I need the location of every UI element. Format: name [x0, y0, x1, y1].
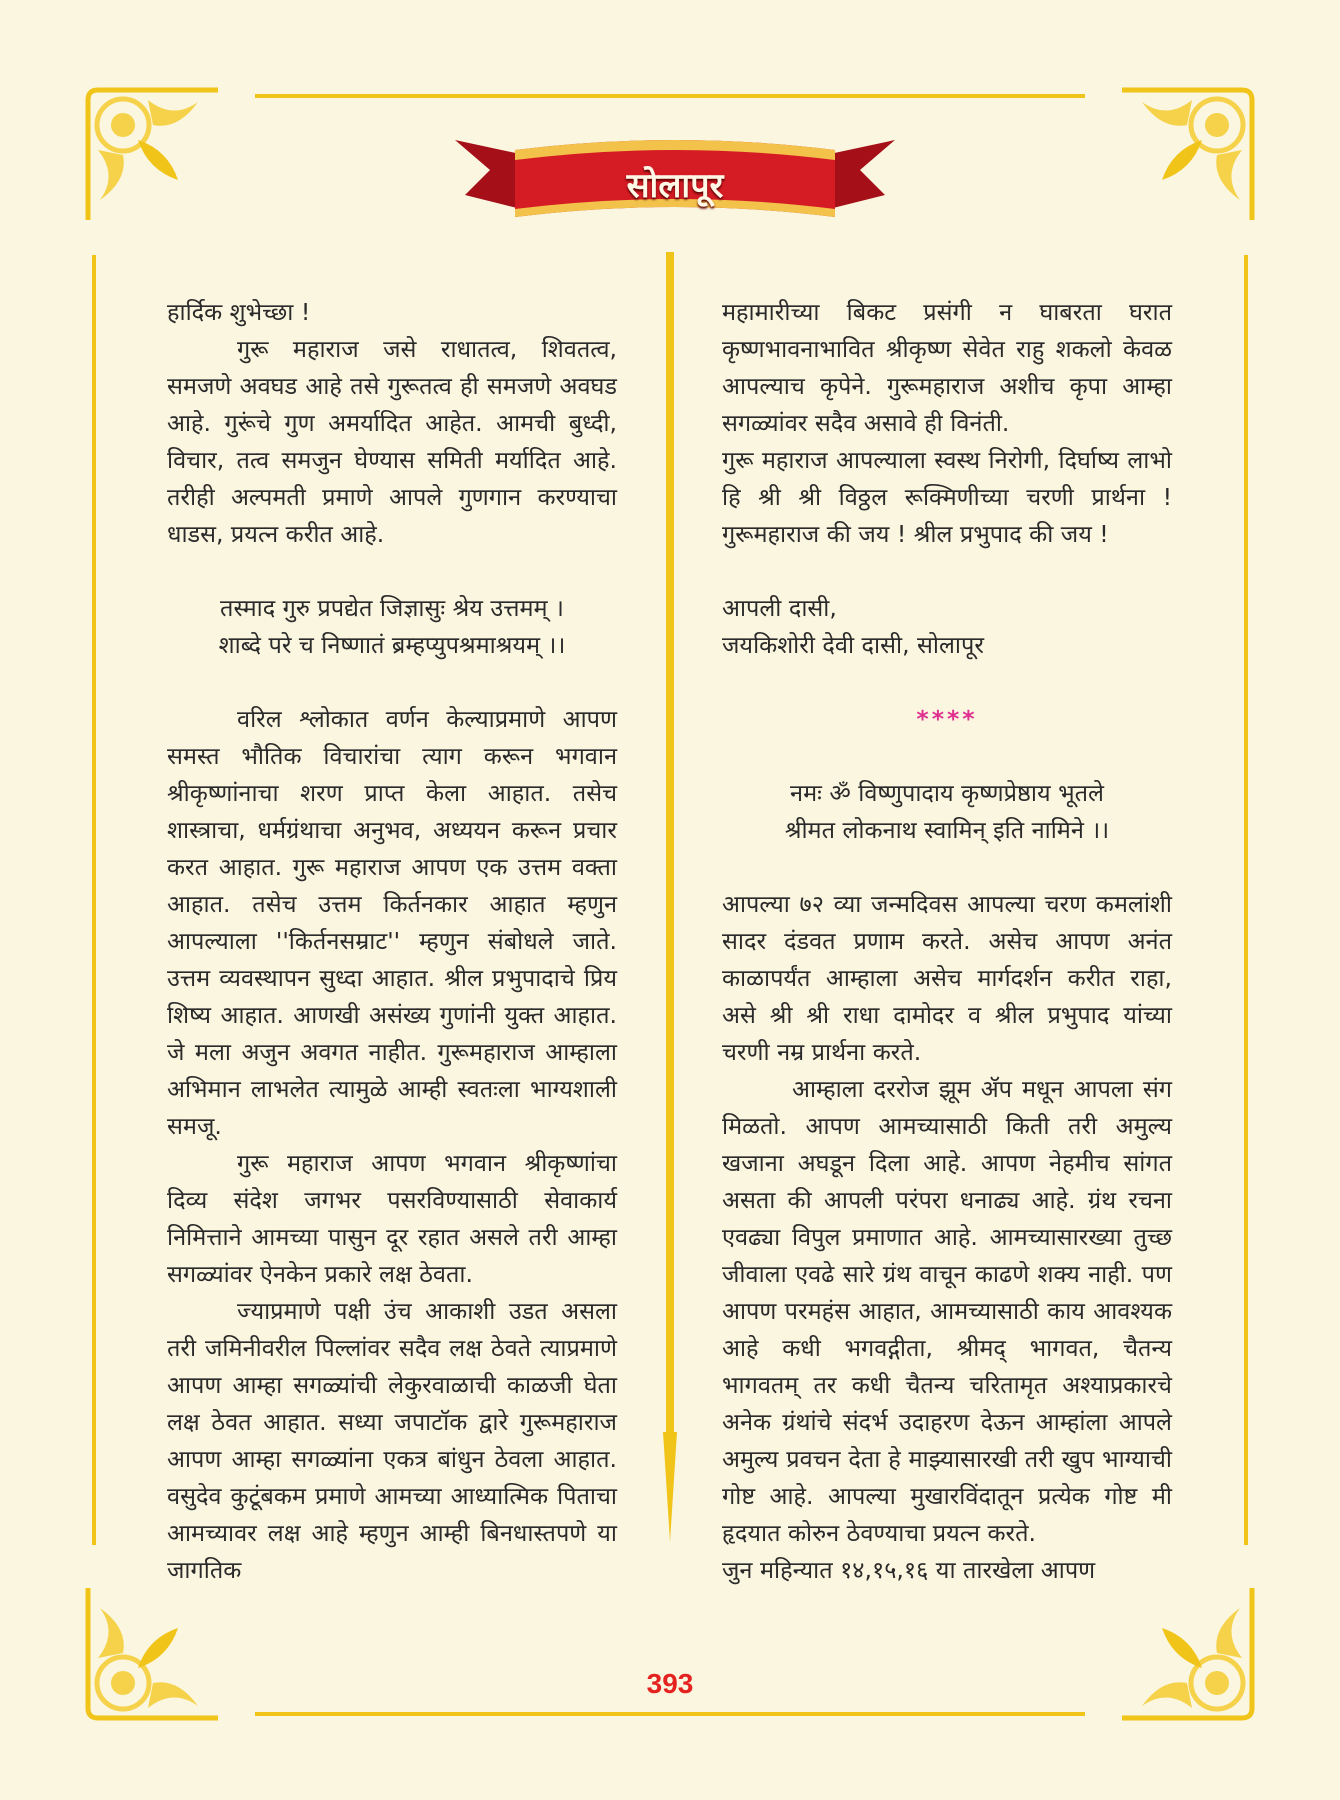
paragraph: महामारीच्या बिकट प्रसंगी न घाबरता घरात कृष्णभावनाभावित श्रीकृष्ण सेवेत राहु शकलो केवळ आपल्याच कृपेने. गुरूमहाराज अशीच कृपा आम्हा सगळ्यांवर सदैव असावे ही विनंती.	[722, 298, 1172, 437]
mantra-line: श्रीमत लोकनाथ स्वामिन् इति नामिने ।।	[784, 816, 1110, 844]
corner-ornament-top-left	[78, 80, 228, 230]
paragraph: वरिल श्लोकात वर्णन केल्याप्रमाणे आपण समस्त भौतिक विचारांचा त्याग करून भगवान श्रीकृष्णांनाचा शरण प्राप्त केला आहात. तसेच शास्त्राचा, धर्मग्रंथाचा अनुभव, अध्ययन करून प्रचार करत आहात. गुरू महाराज आपण एक उत्तम वक्ता आहात. तसेच उत्तम किर्तनकार आहात म्हणुन आपल्याला ''किर्तनसम्राट'' म्हणुन संबोधले जाते. उत्तम व्यवस्थापन सुध्दा आहात. श्रील प्रभुपादाचे प्रिय शिष्य आहात. आणखी असंख्य गुणांनी युक्त आहात. जे मला अजुन अवगत नाहीत. गुरूमहाराज आम्हाला अभिमान लाभलेत त्यामुळे आम्ही स्वतःला भाग्यशाली समजू.	[167, 705, 617, 1140]
paragraph: गुरू महाराज जसे राधातत्व, शिवतत्व, समजणे अवघड आहे तसे गुरूतत्व ही समजणे अवघड आहे. गुरूंचे गुण अमर्यादित आहेत. आमची बुध्दी, विचार, तत्व समजुन घेण्यास समिती मर्यादित आहे. तरीही अल्पमती प्रमाणे आपले गुणगान करण्याचा धाडस, प्रयत्न करीत आहे.	[167, 335, 617, 548]
title-ribbon	[455, 125, 895, 235]
corner-ornament-bottom-right	[1112, 1578, 1262, 1728]
signature: जयकिशोरी देवी दासी, सोलापूर	[722, 631, 984, 659]
paragraph: जुन महिन्यात १४,१५,१६ या तारखेला आपण	[722, 1556, 1096, 1584]
paragraph: आपल्या ७२ व्या जन्मदिवस आपल्या चरण कमलांशी सादर दंडवत प्रणाम करते. असेच आपण अनंत काळापर्यंत आम्हाला असेच मार्गदर्शन करीत राहा, असे श्री श्री राधा दामोदर व श्रील प्रभुपाद यांच्या चरणी नम्र प्रार्थना करते.	[722, 890, 1172, 1066]
mantra-line: नमः ॐ विष्णुपादाय कृष्णप्रेष्ठाय भूतले	[790, 779, 1104, 807]
star-separator: ****	[916, 705, 978, 733]
shloka-line: शाब्दे परे च निष्णातं ब्रम्हप्युपश्रमाश्रयम् ।।	[218, 631, 566, 659]
paragraph: गुरू महाराज आपल्याला स्वस्थ निरोगी, दिर्घाष्य लाभो हि श्री श्री विठ्ठल रूक्मिणीच्या चरणी प्रार्थना ! गुरूमहाराज की जय ! श्रील प्रभुपाद की जय !	[722, 446, 1172, 548]
frame-bottom-line	[255, 1712, 1085, 1716]
right-column	[722, 294, 1172, 1589]
greeting: हार्दिक शुभेच्छा !	[167, 298, 311, 326]
corner-ornament-top-right	[1112, 80, 1262, 230]
paragraph: ज्याप्रमाणे पक्षी उंच आकाशी उडत असला तरी जमिनीवरील पिल्लांवर सदैव लक्ष ठेवते त्याप्रमाणे आपण आम्हा सगळ्यांची लेकुरवाळाची काळजी घेता लक्ष ठेवत आहात. सध्या जपाटॉक द्वारे गुरूमहाराज आपण आम्हा सगळ्यांना एकत्र बांधुन ठेवला आहात. वसुदेव कुटूंबकम प्रमाणे आमच्या आध्यात्मिक पिताचा आमच्यावर लक्ष आहे म्हणुन आम्ही बिनधास्तपणे या जागतिक	[167, 1297, 617, 1584]
page-title: सोलापूर	[626, 166, 724, 206]
column-divider	[663, 252, 677, 1542]
left-column	[167, 294, 617, 1589]
shloka-line: तस्माद गुरु प्रपद्येत जिज्ञासुः श्रेय उत्तमम् ।	[220, 594, 564, 622]
paragraph: गुरू महाराज आपण भगवान श्रीकृष्णांचा दिव्य संदेश जगभर पसरविण्यासाठी सेवाकार्य निमित्ताने आमच्या पासुन दूर रहात असले तरी आम्हा सगळ्यांवर ऐनकेन प्रकारे लक्ष ठेवता.	[167, 1149, 617, 1288]
frame-right-line	[1244, 255, 1248, 1545]
paragraph: आम्हाला दररोज झूम ॲप मधून आपला संग मिळतो. आपण आमच्यासाठी किती तरी अमुल्य खजाना अघडून दिला आहे. आपण नेहमीच सांगत असता की आपली परंपरा धनाढ्य आहे. ग्रंथ रचना एवढ्या विपुल प्रमाणात आहे. आमच्यासारख्या तुच्छ जीवाला एवढे सारे ग्रंथ वाचून काढणे शक्य नाही. पण आपण परमहंस आहात, आमच्यासाठी काय आवश्यक आहे कधी भगवद्गीता, श्रीमद् भागवत, चैतन्य भागवतम् तर कधी चैतन्य चरितामृत अश्याप्रकारचे अनेक ग्रंथांचे संदर्भ उदाहरण देऊन आम्हांला आपले अमुल्य प्रवचन देता हे माझ्यासारखी तरी खुप भाग्याची गोष्ट आहे. आपल्या मुखारविंदातून प्रत्येक गोष्ट मी हृदयात कोरुन ठेवण्याचा प्रयत्न करते.	[722, 1075, 1172, 1547]
frame-top-line	[255, 94, 1085, 98]
page-number: 393	[646, 1668, 694, 1699]
frame-left-line	[92, 255, 96, 1545]
closing-line: आपली दासी,	[722, 594, 837, 622]
corner-ornament-bottom-left	[78, 1578, 228, 1728]
